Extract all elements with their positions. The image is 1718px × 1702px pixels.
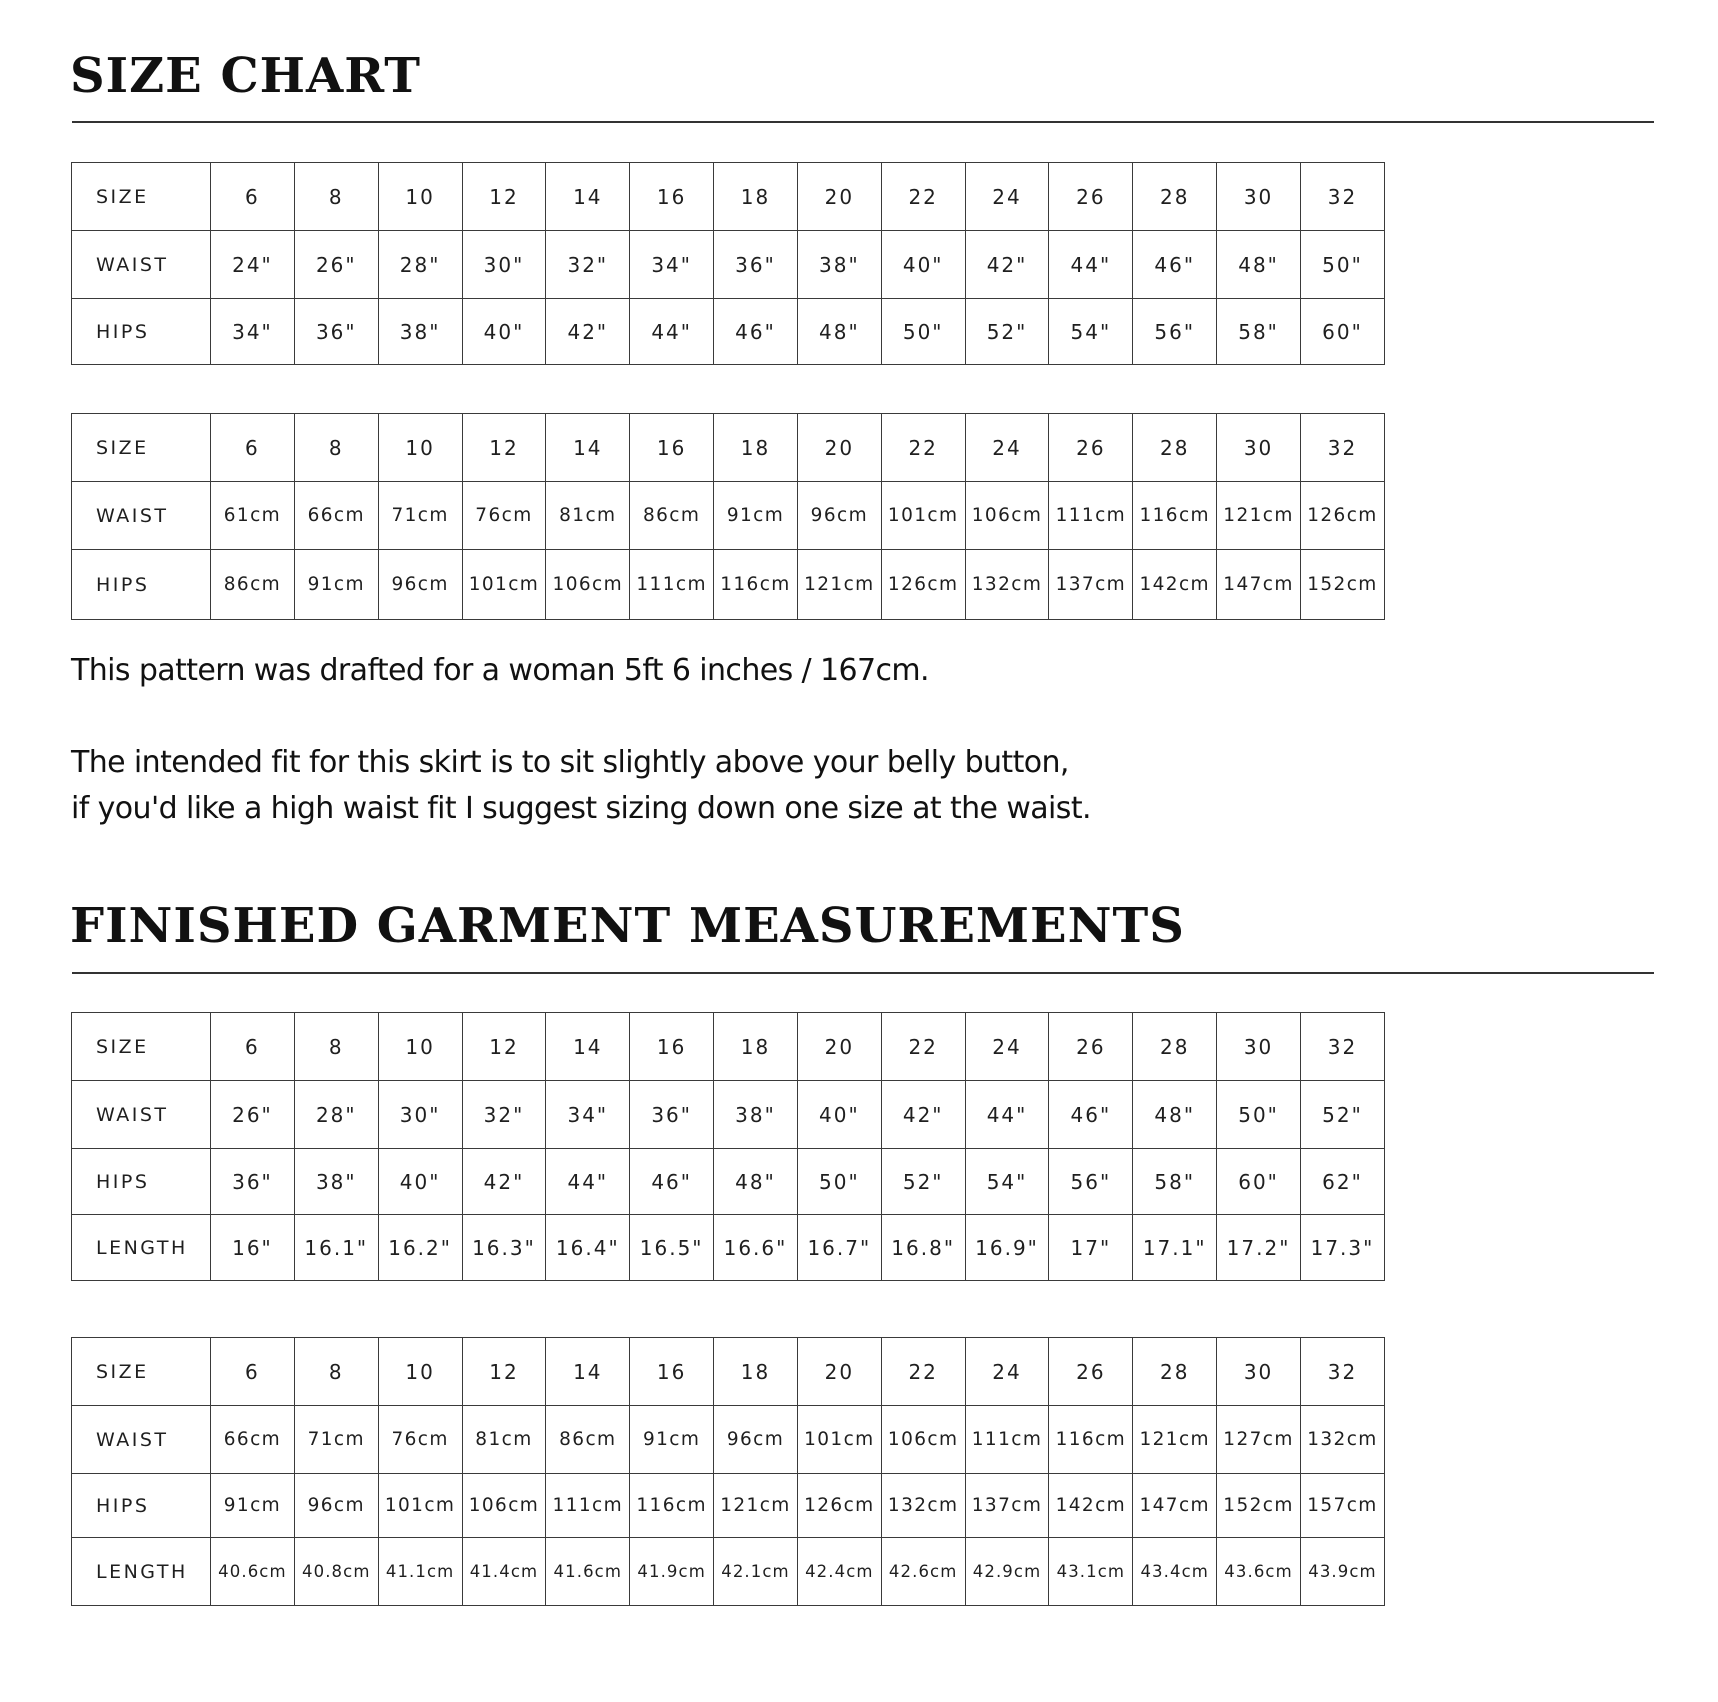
table-cell: 32 (1300, 414, 1384, 482)
table-cell: 157cm (1300, 1474, 1384, 1538)
table-cell: 152cm (1300, 550, 1384, 620)
table-cell: 32" (462, 1081, 546, 1149)
table-cell: 38" (797, 231, 881, 299)
table-cell: 16.3" (462, 1215, 546, 1281)
table-cell: 50" (1217, 1081, 1301, 1149)
table-cell: 56" (1133, 299, 1217, 365)
table-cell: 101cm (462, 550, 546, 620)
table-cell: 121cm (714, 1474, 798, 1538)
table-cell: 111cm (1049, 482, 1133, 550)
table-cell: 16.6" (714, 1215, 798, 1281)
table-cell: 8 (294, 163, 378, 231)
table-cell: 26 (1049, 1338, 1133, 1406)
table-cell: 66cm (211, 1406, 295, 1474)
table-cell: 6 (211, 1013, 295, 1081)
table-cell: 10 (378, 414, 462, 482)
table-cell: 137cm (1049, 550, 1133, 620)
table-cell: 38" (294, 1149, 378, 1215)
table-cell: 48" (797, 299, 881, 365)
table-cell: 147cm (1133, 1474, 1217, 1538)
table-cell: 42.6cm (881, 1538, 965, 1606)
table-cell: 26" (294, 231, 378, 299)
table-cell: 16 (630, 414, 714, 482)
table-cell: 26 (1049, 1013, 1133, 1081)
table-cell: 30 (1217, 1013, 1301, 1081)
finished-inches-table (71, 1012, 1385, 1281)
table-cell: 32 (1300, 1013, 1384, 1081)
table-cell: 42" (965, 231, 1049, 299)
table-cell: 52" (965, 299, 1049, 365)
table-cell: 96cm (378, 550, 462, 620)
finished-garment-title: FINISHED GARMENT MEASUREMENTS (70, 898, 1185, 954)
table-cell: 10 (378, 1338, 462, 1406)
table-cell: 14 (546, 414, 630, 482)
table-cell: 26 (1049, 414, 1133, 482)
table-cell: 32" (546, 231, 630, 299)
table-cell: 50" (797, 1149, 881, 1215)
size-chart-inches-table (71, 162, 1385, 365)
row-label: LENGTH (72, 1538, 211, 1606)
table-cell: 16.4" (546, 1215, 630, 1281)
table-cell: 41.1cm (378, 1538, 462, 1606)
table-row-length (72, 1215, 1385, 1281)
table-cell: 50" (881, 299, 965, 365)
table-cell: 40.6cm (211, 1538, 295, 1606)
table-cell: 16.2" (378, 1215, 462, 1281)
table-cell: 16" (211, 1215, 295, 1281)
table-cell: 34" (546, 1081, 630, 1149)
row-label: SIZE (72, 1338, 211, 1406)
table-cell: 76cm (462, 482, 546, 550)
table-cell: 43.4cm (1133, 1538, 1217, 1606)
table-cell: 20 (797, 1338, 881, 1406)
table-cell: 28 (1133, 414, 1217, 482)
row-label: WAIST (72, 231, 211, 299)
table-cell: 17.1" (1133, 1215, 1217, 1281)
finished-cm-table (71, 1337, 1385, 1606)
table-cell: 6 (211, 1338, 295, 1406)
table-cell: 8 (294, 414, 378, 482)
table-cell: 28 (1133, 1013, 1217, 1081)
table-cell: 142cm (1133, 550, 1217, 620)
table-cell: 20 (797, 414, 881, 482)
table-cell: 116cm (630, 1474, 714, 1538)
table-cell: 58" (1217, 299, 1301, 365)
table-cell: 101cm (378, 1474, 462, 1538)
table-cell: 121cm (1217, 482, 1301, 550)
table-cell: 34" (630, 231, 714, 299)
table-cell: 16.8" (881, 1215, 965, 1281)
table-cell: 36" (294, 299, 378, 365)
table-cell: 28" (294, 1081, 378, 1149)
table-cell: 116cm (1049, 1406, 1133, 1474)
table-cell: 12 (462, 414, 546, 482)
table-cell: 41.6cm (546, 1538, 630, 1606)
table-cell: 71cm (378, 482, 462, 550)
table-cell: 16.7" (797, 1215, 881, 1281)
table-cell: 142cm (1049, 1474, 1133, 1538)
table-cell: 24" (211, 231, 295, 299)
finished-garment-divider (72, 972, 1654, 974)
table-cell: 96cm (797, 482, 881, 550)
table-cell: 16.9" (965, 1215, 1049, 1281)
table-cell: 50" (1300, 231, 1384, 299)
size-chart-title: SIZE CHART (70, 48, 422, 104)
table-cell: 127cm (1217, 1406, 1301, 1474)
table-cell: 18 (714, 414, 798, 482)
table-cell: 91cm (211, 1474, 295, 1538)
table-cell: 34" (211, 299, 295, 365)
table-cell: 8 (294, 1338, 378, 1406)
table-cell: 126cm (881, 550, 965, 620)
table-cell: 106cm (546, 550, 630, 620)
table-cell: 30 (1217, 1338, 1301, 1406)
table-cell: 24 (965, 1013, 1049, 1081)
table-cell: 26 (1049, 163, 1133, 231)
table-cell: 16.1" (294, 1215, 378, 1281)
row-label: WAIST (72, 1081, 211, 1149)
table-cell: 46" (1133, 231, 1217, 299)
table-cell: 42" (546, 299, 630, 365)
table-row-hips (72, 1474, 1385, 1538)
row-label: SIZE (72, 163, 211, 231)
table-cell: 22 (881, 163, 965, 231)
table-row-waist (72, 1081, 1385, 1149)
table-cell: 106cm (881, 1406, 965, 1474)
table-cell: 101cm (881, 482, 965, 550)
table-cell: 121cm (1133, 1406, 1217, 1474)
table-cell: 12 (462, 1338, 546, 1406)
table-cell: 12 (462, 163, 546, 231)
table-cell: 28 (1133, 163, 1217, 231)
table-cell: 18 (714, 1338, 798, 1406)
table-cell: 60" (1300, 299, 1384, 365)
table-cell: 36" (630, 1081, 714, 1149)
table-row-size (72, 1338, 1385, 1406)
table-row-hips (72, 550, 1385, 620)
table-cell: 36" (211, 1149, 295, 1215)
table-row-size (72, 414, 1385, 482)
table-cell: 56" (1049, 1149, 1133, 1215)
table-cell: 81cm (462, 1406, 546, 1474)
table-cell: 40" (378, 1149, 462, 1215)
table-cell: 76cm (378, 1406, 462, 1474)
table-cell: 16 (630, 1338, 714, 1406)
table-cell: 44" (965, 1081, 1049, 1149)
table-cell: 40" (797, 1081, 881, 1149)
row-label: SIZE (72, 414, 211, 482)
table-cell: 86cm (546, 1406, 630, 1474)
table-cell: 61cm (211, 482, 295, 550)
table-cell: 42" (881, 1081, 965, 1149)
table-row-length (72, 1538, 1385, 1606)
row-label: HIPS (72, 299, 211, 365)
table-cell: 48" (1133, 1081, 1217, 1149)
table-row-waist (72, 1406, 1385, 1474)
table-cell: 43.6cm (1217, 1538, 1301, 1606)
pattern-height-note: This pattern was drafted for a woman 5ft 6 inches / 167cm. (71, 653, 929, 688)
table-cell: 54" (965, 1149, 1049, 1215)
table-cell: 66cm (294, 482, 378, 550)
table-cell: 42.9cm (965, 1538, 1049, 1606)
table-cell: 42.1cm (714, 1538, 798, 1606)
table-cell: 28" (378, 231, 462, 299)
table-cell: 30 (1217, 414, 1301, 482)
table-cell: 42" (462, 1149, 546, 1215)
table-cell: 30 (1217, 163, 1301, 231)
table-cell: 42.4cm (797, 1538, 881, 1606)
table-cell: 12 (462, 1013, 546, 1081)
table-cell: 147cm (1217, 550, 1301, 620)
table-cell: 38" (714, 1081, 798, 1149)
table-cell: 14 (546, 1013, 630, 1081)
table-cell: 22 (881, 1338, 965, 1406)
table-cell: 40" (462, 299, 546, 365)
size-chart-divider (72, 121, 1654, 123)
table-cell: 111cm (630, 550, 714, 620)
table-cell: 10 (378, 163, 462, 231)
table-cell: 24 (965, 163, 1049, 231)
row-label: HIPS (72, 1474, 211, 1538)
table-cell: 6 (211, 414, 295, 482)
table-cell: 22 (881, 1013, 965, 1081)
table-cell: 62" (1300, 1149, 1384, 1215)
row-label: WAIST (72, 482, 211, 550)
table-cell: 30" (378, 1081, 462, 1149)
table-cell: 32 (1300, 1338, 1384, 1406)
table-cell: 46" (714, 299, 798, 365)
table-cell: 60" (1217, 1149, 1301, 1215)
table-row-waist (72, 231, 1385, 299)
table-cell: 16 (630, 1013, 714, 1081)
table-cell: 17.3" (1300, 1215, 1384, 1281)
table-row-hips (72, 299, 1385, 365)
table-cell: 30" (462, 231, 546, 299)
table-cell: 52" (1300, 1081, 1384, 1149)
fit-note-line-1: The intended fit for this skirt is to sit slightly above your belly button, (71, 745, 1069, 780)
table-cell: 43.1cm (1049, 1538, 1133, 1606)
table-cell: 132cm (965, 550, 1049, 620)
row-label: HIPS (72, 1149, 211, 1215)
table-cell: 91cm (630, 1406, 714, 1474)
table-cell: 132cm (1300, 1406, 1384, 1474)
row-label: SIZE (72, 1013, 211, 1081)
table-cell: 46" (1049, 1081, 1133, 1149)
table-cell: 40.8cm (294, 1538, 378, 1606)
row-label: LENGTH (72, 1215, 211, 1281)
table-cell: 46" (630, 1149, 714, 1215)
row-label: WAIST (72, 1406, 211, 1474)
table-cell: 44" (546, 1149, 630, 1215)
table-cell: 20 (797, 1013, 881, 1081)
table-row-size (72, 1013, 1385, 1081)
table-cell: 22 (881, 414, 965, 482)
table-cell: 81cm (546, 482, 630, 550)
table-cell: 44" (1049, 231, 1133, 299)
table-cell: 24 (965, 1338, 1049, 1406)
fit-note-line-2: if you'd like a high waist fit I suggest sizing down one size at the waist. (71, 791, 1091, 826)
table-cell: 132cm (881, 1474, 965, 1538)
table-row-waist (72, 482, 1385, 550)
table-cell: 16.5" (630, 1215, 714, 1281)
table-cell: 44" (630, 299, 714, 365)
table-cell: 14 (546, 1338, 630, 1406)
table-cell: 91cm (714, 482, 798, 550)
table-cell: 116cm (1133, 482, 1217, 550)
table-cell: 126cm (797, 1474, 881, 1538)
table-cell: 18 (714, 163, 798, 231)
table-cell: 106cm (462, 1474, 546, 1538)
table-cell: 14 (546, 163, 630, 231)
table-cell: 96cm (294, 1474, 378, 1538)
table-cell: 86cm (211, 550, 295, 620)
table-cell: 71cm (294, 1406, 378, 1474)
table-cell: 40" (881, 231, 965, 299)
table-cell: 28 (1133, 1338, 1217, 1406)
table-cell: 52" (881, 1149, 965, 1215)
table-cell: 41.4cm (462, 1538, 546, 1606)
table-cell: 48" (1217, 231, 1301, 299)
table-cell: 116cm (714, 550, 798, 620)
table-cell: 48" (714, 1149, 798, 1215)
table-cell: 36" (714, 231, 798, 299)
row-label: HIPS (72, 550, 211, 620)
size-chart-cm-table (71, 413, 1385, 620)
table-cell: 96cm (714, 1406, 798, 1474)
table-cell: 126cm (1300, 482, 1384, 550)
table-cell: 26" (211, 1081, 295, 1149)
table-row-size (72, 163, 1385, 231)
table-cell: 91cm (294, 550, 378, 620)
table-row-hips (72, 1149, 1385, 1215)
table-cell: 111cm (965, 1406, 1049, 1474)
table-cell: 43.9cm (1300, 1538, 1384, 1606)
table-cell: 38" (378, 299, 462, 365)
table-cell: 17.2" (1217, 1215, 1301, 1281)
table-cell: 101cm (797, 1406, 881, 1474)
table-cell: 121cm (797, 550, 881, 620)
table-cell: 17" (1049, 1215, 1133, 1281)
table-cell: 41.9cm (630, 1538, 714, 1606)
table-cell: 24 (965, 414, 1049, 482)
table-cell: 137cm (965, 1474, 1049, 1538)
table-cell: 16 (630, 163, 714, 231)
table-cell: 6 (211, 163, 295, 231)
table-cell: 20 (797, 163, 881, 231)
table-cell: 152cm (1217, 1474, 1301, 1538)
table-cell: 18 (714, 1013, 798, 1081)
table-cell: 86cm (630, 482, 714, 550)
table-cell: 32 (1300, 163, 1384, 231)
table-cell: 106cm (965, 482, 1049, 550)
table-cell: 58" (1133, 1149, 1217, 1215)
table-cell: 111cm (546, 1474, 630, 1538)
table-cell: 54" (1049, 299, 1133, 365)
table-cell: 10 (378, 1013, 462, 1081)
table-cell: 8 (294, 1013, 378, 1081)
